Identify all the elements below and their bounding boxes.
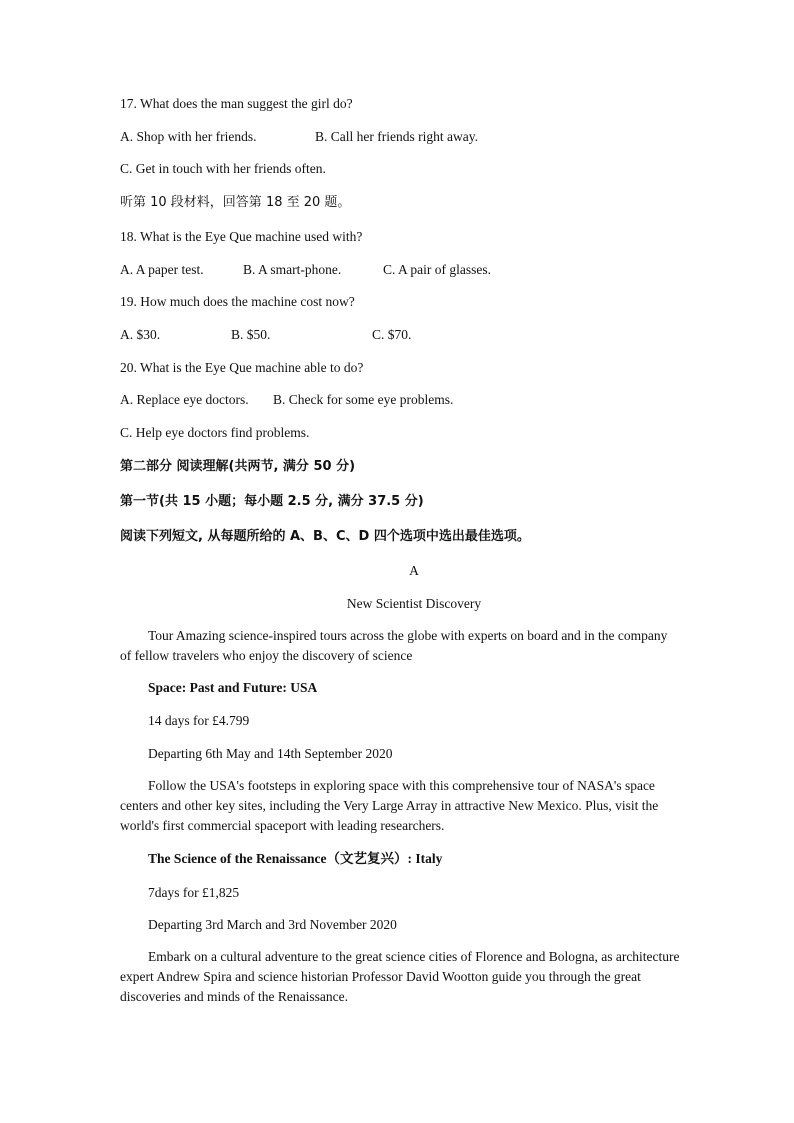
q17-option-c: C. Get in touch with her friends often.: [120, 161, 326, 176]
tour-2-heading: The Science of the Renaissance（文艺复兴）: Italy: [148, 851, 443, 866]
reading-instruction: 阅读下列短文, 从每题所给的 A、B、C、D 四个选项中选出最佳选项。: [120, 529, 530, 544]
passage-title: New Scientist Discovery: [346, 596, 482, 611]
q19-option-b: B. $50.: [231, 327, 271, 342]
question-17: 17. What does the man suggest the girl do?: [120, 96, 353, 111]
tour-2-description: Embark on a cultural adventure to the great science cities of Florence and Bologna, as architecture expert Andrew Spira and science historian Professor David Wootton guide you through the great discoveries and minds of the Renaissance.: [120, 949, 680, 1004]
q18-option-b: B. A smart-phone.: [243, 262, 342, 277]
q19-option-a: A. $30.: [120, 327, 161, 342]
q20-option-a: A. Replace eye doctors.: [120, 392, 249, 407]
section-1-title: 第一节(共 15 小题；每小题 2.5 分, 满分 37.5 分): [120, 494, 424, 509]
q17-option-b: B. Call her friends right away.: [315, 129, 478, 144]
q17-option-a: A. Shop with her friends.: [120, 129, 257, 144]
tour-1-description: Follow the USA's footsteps in exploring space with this comprehensive tour of NASA's space centers and other key sites, including the Very Large Array in attractive New Mexico. Plus, visit the world's first commercial spaceport with leading researchers.: [120, 778, 659, 833]
tour-2-price: 7days for £1,825: [148, 885, 240, 900]
q20-option-b: B. Check for some eye problems.: [273, 392, 454, 407]
tour-1-departing: Departing 6th May and 14th September 2020: [148, 746, 393, 761]
q18-option-c: C. A pair of glasses.: [383, 262, 491, 277]
question-20: 20. What is the Eye Que machine able to do?: [120, 360, 364, 375]
q20-option-c: C. Help eye doctors find problems.: [120, 425, 310, 440]
q19-option-c: C. $70.: [372, 327, 412, 342]
passage-label: A: [409, 563, 419, 578]
section-10-instruction: 听第 10 段材料，回答第 18 至 20 题。: [120, 195, 351, 210]
tour-1-heading: Space: Past and Future: USA: [148, 680, 318, 695]
part-2-title: 第二部分 阅读理解(共两节, 满分 50 分): [120, 459, 356, 474]
tour-1-price: 14 days for £4.799: [148, 713, 250, 728]
question-18: 18. What is the Eye Que machine used with?: [120, 229, 363, 244]
question-19: 19. How much does the machine cost now?: [120, 294, 355, 309]
q18-option-a: A. A paper test.: [120, 262, 204, 277]
tour-2-departing: Departing 3rd March and 3rd November 2020: [148, 917, 397, 932]
passage-intro: Tour Amazing science-inspired tours across the globe with experts on board and in the company of fellow travelers who enjoy the discovery of science: [120, 628, 668, 663]
